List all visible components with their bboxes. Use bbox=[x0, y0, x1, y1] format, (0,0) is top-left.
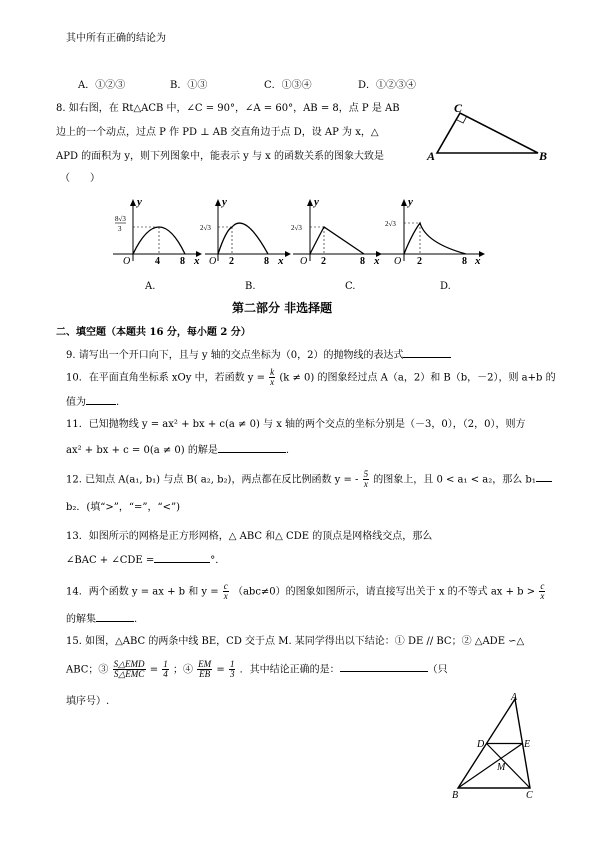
q8-line2: 边上的一个动点，过点 P 作 PD ⊥ AB 交直角边于点 D，设 AP 为 x，△ bbox=[56, 127, 379, 138]
q14-frac2-num: c bbox=[540, 581, 545, 591]
y-arrow bbox=[215, 199, 221, 206]
q14-line2-text: 的解集 bbox=[66, 614, 96, 625]
triangle-label-c: C bbox=[454, 101, 463, 115]
q7-option-a: A．①②③ bbox=[78, 80, 126, 91]
q15-line2 bbox=[66, 660, 448, 680]
fig-label-a: A bbox=[511, 692, 518, 703]
origin-label: O bbox=[300, 256, 308, 266]
x-tick-2: 2 bbox=[417, 256, 422, 266]
q15-line2-b: ．其中结论正确的是： bbox=[239, 664, 340, 676]
q8-line3: APD 的面积为 y，则下列图象中，能表示 y 与 x 的函数关系的图象大致是 bbox=[56, 151, 384, 162]
y-axis-label: y bbox=[222, 198, 227, 208]
q15-one-third bbox=[229, 660, 236, 680]
q15-sep: ；④ bbox=[172, 664, 193, 676]
y-axis-label: y bbox=[314, 198, 319, 208]
q10-before: 10．在平面直角坐标系 xOy 中，若函数 y = bbox=[66, 372, 265, 384]
q13-answer-blank bbox=[154, 553, 210, 563]
q9-answer-blank bbox=[403, 348, 451, 358]
q12-frac-num: 5 bbox=[363, 469, 369, 479]
q10-fraction bbox=[269, 368, 275, 388]
q15-line1: 15. 如图，△ABC 的两条中线 BE，CD 交于点 M. 某同学得出以下结论：① DE // BC；② △ADE ∽△ bbox=[66, 636, 525, 647]
fig-label-c: C bbox=[526, 790, 533, 801]
x-tick-8: 8 bbox=[180, 256, 185, 266]
triangle-acb bbox=[437, 113, 538, 153]
y-axis-label: y bbox=[137, 198, 142, 208]
q8-line1: 8. 如右图，在 Rt△ACB 中，∠C = 90°，∠A = 60°，AB = 8，点 P 是 AB bbox=[56, 103, 400, 114]
q15-eq2: = bbox=[216, 664, 225, 676]
curve bbox=[310, 227, 364, 254]
y-tick-label: 2√3 bbox=[291, 224, 302, 232]
q10-frac-den: x bbox=[270, 377, 275, 388]
fig-label-d: D bbox=[477, 739, 485, 750]
q13-line1: 13．如图所示的网格是正方形网格，△ ABC 和△ CDE 的顶点是网格线交点，那么 bbox=[66, 531, 433, 542]
q7-stem: 其中所有正确的结论为 bbox=[66, 33, 166, 44]
q12-line2: b₂．(填“>”，“=”，“<”) bbox=[66, 502, 181, 513]
q15-f3-num: EM bbox=[198, 659, 212, 669]
q7-option-b: B．①③ bbox=[170, 80, 208, 91]
q14-line1 bbox=[66, 582, 546, 602]
q14-line2: 的解集 . bbox=[66, 614, 138, 625]
q15-eq1: = bbox=[149, 664, 159, 676]
q9-text bbox=[66, 348, 451, 362]
part2-title: 第二部分 非选择题 bbox=[232, 301, 333, 315]
fig-label-b: B bbox=[452, 790, 459, 801]
q14-answer-blank bbox=[96, 612, 134, 622]
x-tick-8: 8 bbox=[360, 256, 365, 266]
y-arrow bbox=[401, 199, 407, 206]
q15-f1-den: S△EMC bbox=[113, 669, 145, 680]
q15-line2-a: ABC；③ bbox=[66, 664, 109, 676]
q14-before: 14．两个函数 y = ax + b 和 y = bbox=[66, 586, 219, 598]
q14-frac1-den: x bbox=[223, 591, 228, 602]
q15-f4-num: 1 bbox=[229, 659, 235, 669]
q15-line2-c: （只 bbox=[427, 664, 448, 676]
x-tick-4: 4 bbox=[155, 256, 160, 266]
curve bbox=[218, 223, 268, 254]
q15-f2-num: 1 bbox=[163, 659, 168, 669]
y-tick-denominator: 3 bbox=[118, 225, 122, 233]
x-axis-label: x bbox=[475, 255, 481, 266]
triangle-label-b: B bbox=[539, 149, 548, 163]
q13-line2 bbox=[66, 553, 225, 567]
q15-triangle-figure bbox=[450, 690, 545, 802]
q15-line3: 填序号）. bbox=[66, 696, 110, 707]
q8-graph-d bbox=[376, 198, 486, 266]
curve bbox=[404, 223, 466, 254]
q13-line2-text: ∠BAC + ∠CDE = bbox=[66, 555, 155, 566]
x-axis-label: x bbox=[374, 255, 380, 266]
q15-one-quarter bbox=[162, 660, 169, 680]
y-tick-label: 2√3 bbox=[385, 220, 396, 228]
q12-fraction bbox=[363, 470, 370, 490]
x-axis-label: x bbox=[194, 255, 200, 266]
section2-title: 二、填空题（本题共 16 分，每小题 2 分） bbox=[56, 327, 251, 338]
y-tick-numerator: 8√3 bbox=[115, 215, 126, 223]
q12-after: 的图象上，且 0 < a₁ < a₂，那么 b₁ bbox=[373, 474, 536, 486]
q14-frac2-den: x bbox=[540, 591, 545, 602]
q14-fraction-1 bbox=[223, 582, 229, 602]
q11-line2: ax² + bx + c = 0(a ≠ 0) 的解是 . bbox=[66, 445, 290, 456]
triangle-label-a: A bbox=[427, 149, 436, 163]
q12-before: 12. 已知点 A(a₁, b₁) 与点 B( a₂, b₂)，两点都在反比例函数 y = - bbox=[66, 474, 359, 486]
fig-label-m: M bbox=[497, 762, 506, 773]
q8-graph-b bbox=[200, 198, 292, 266]
q14-fraction-2 bbox=[539, 582, 545, 602]
y-arrow bbox=[130, 199, 136, 206]
q15-answer-blank bbox=[340, 662, 428, 672]
origin-label: O bbox=[209, 256, 217, 266]
q10-answer-blank bbox=[86, 395, 116, 405]
q14-mid: （abc≠0）的图象如图所示，请直接写出关于 x 的不等式 ax + b > bbox=[232, 586, 536, 598]
q15-segment-ratio bbox=[197, 660, 212, 680]
x-tick-2: 2 bbox=[321, 256, 326, 266]
q8-triangle-figure bbox=[420, 98, 550, 164]
y-axis-label: y bbox=[408, 198, 413, 208]
q8-graph-a-label: A. bbox=[145, 281, 156, 292]
x-tick-2: 2 bbox=[229, 256, 234, 266]
fig-label-e: E bbox=[524, 739, 531, 750]
q15-f2-den: 4 bbox=[163, 669, 168, 680]
q11-line2-text: ax² + bx + c = 0(a ≠ 0) 的解是 bbox=[66, 445, 218, 456]
q7-option-d: D．①②③④ bbox=[358, 80, 417, 91]
q12-frac-den: x bbox=[363, 479, 368, 490]
median-be bbox=[458, 744, 523, 789]
q15-area-ratio bbox=[113, 660, 146, 680]
x-axis-label: x bbox=[278, 255, 284, 266]
q8-graph-c-label: C. bbox=[345, 281, 356, 292]
q11-line1: 11．已知抛物线 y = ax² + bx + c(a ≠ 0) 与 x 轴的两个交点的坐标分别是（－3，0），（2，0），则方 bbox=[66, 419, 526, 430]
origin-label: O bbox=[123, 256, 131, 266]
q12-line1 bbox=[66, 470, 552, 490]
x-tick-8: 8 bbox=[264, 256, 269, 266]
q12-answer-blank bbox=[536, 472, 552, 482]
q8-graph-d-label: D. bbox=[440, 281, 451, 292]
y-arrow bbox=[307, 199, 313, 206]
q15-f1-num: S△EMD bbox=[113, 659, 145, 669]
y-tick-label: 2√3 bbox=[200, 224, 211, 232]
q10-line2-text: 值为 bbox=[66, 397, 86, 408]
q8-graph-c bbox=[288, 198, 383, 266]
q7-option-c: C．①③④ bbox=[264, 80, 312, 91]
q14-frac1-num: c bbox=[223, 581, 228, 591]
q10-line2: 值为 . bbox=[66, 397, 120, 408]
q10-after: (k ≠ 0) 的图象经过点 A（a，2）和 B（b，－2），则 a+b 的 bbox=[279, 372, 556, 384]
origin-label: O bbox=[394, 256, 402, 266]
q15-f3-den: EB bbox=[199, 669, 211, 680]
x-tick-8: 8 bbox=[462, 256, 467, 266]
q8-graph-a bbox=[108, 198, 203, 266]
q13-degree: °． bbox=[210, 555, 226, 566]
q11-answer-blank bbox=[218, 443, 286, 453]
q8-answer-paren: （ ） bbox=[60, 173, 100, 184]
q8-graph-b-label: B. bbox=[245, 281, 256, 292]
q10-frac-num: k bbox=[270, 367, 275, 377]
q15-f4-den: 3 bbox=[229, 669, 235, 680]
q9-stem: 9. 请写出一个开口向下，且与 y 轴的交点坐标为（0，2）的抛物线的表达式 bbox=[66, 350, 404, 361]
q10-line1 bbox=[66, 368, 556, 388]
